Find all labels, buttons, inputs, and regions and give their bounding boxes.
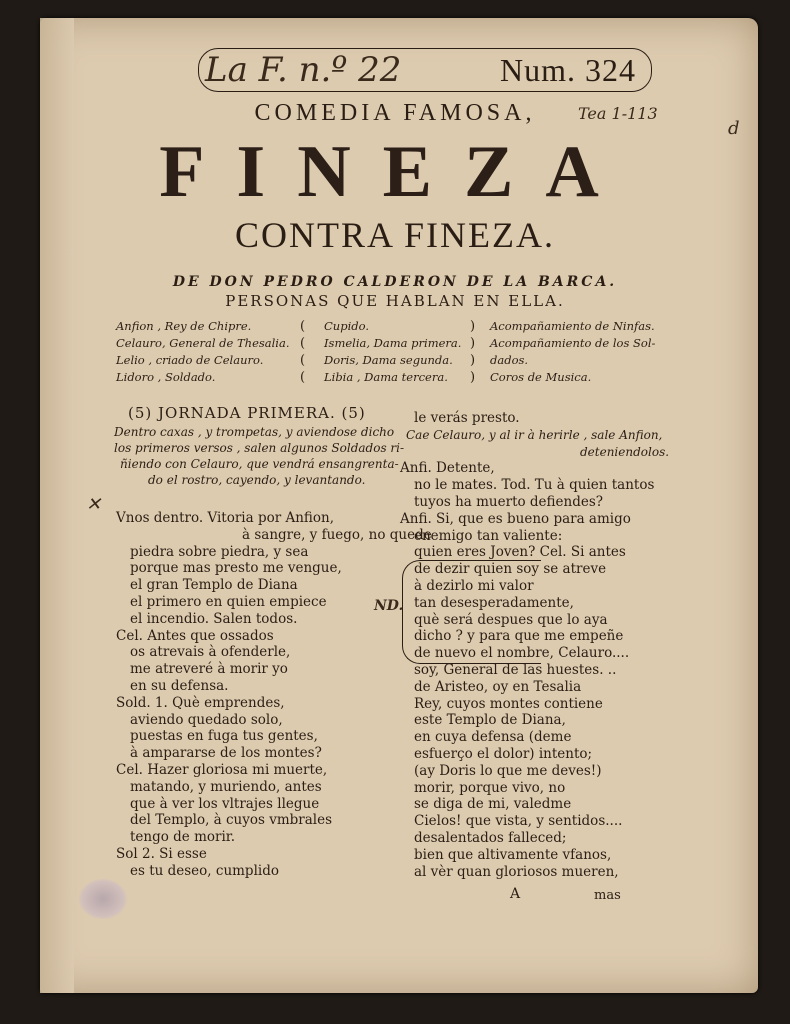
verse-line: al vèr quan gloriosos mueren, <box>414 863 619 880</box>
cast-entry: Anfion , Rey de Chipre. <box>116 319 252 333</box>
verse-line: què será despues que lo aya <box>414 611 608 628</box>
main-title: FINEZA <box>159 131 631 213</box>
verse-line: puestas en fuga tus gentes, <box>130 728 318 745</box>
verse-line: este Templo de Diana, <box>414 712 566 729</box>
stage-line: deteniendolos. <box>580 444 670 459</box>
verse-line: tengo de morir. <box>130 829 236 846</box>
verse-line: piedra sobre piedra, y sea <box>130 543 309 560</box>
verse-line: el gran Templo de Diana <box>130 577 298 594</box>
stage-line: do el rostro, cayendo, y levantando. <box>148 473 366 487</box>
margin-annotation: ND. <box>374 598 404 614</box>
verse-line: Cel. Antes que ossados <box>116 627 274 644</box>
verse-line: Cel. Hazer gloriosa mi muerte, <box>116 761 328 778</box>
verse-line: el incendio. Salen todos. <box>130 610 298 627</box>
verse-line: matando, y muriendo, antes <box>130 778 322 795</box>
cast-brackets-1: ( ( ( ( <box>300 319 306 385</box>
stage-line: Cae Celauro, y al ir à herirle , sale Anfion, <box>406 427 663 442</box>
verse-line: esfuerço el dolor) intento; <box>414 745 593 762</box>
verse-line: morir, porque vivo, no <box>414 779 566 796</box>
verse-line: tuyos ha muerto defiendes? <box>414 493 604 510</box>
cast-entry: Coros de Musica. <box>490 370 592 384</box>
cast-brackets-2: ) ) ) ) <box>470 319 476 385</box>
comedia-heading: COMEDIA FAMOSA, <box>254 100 536 126</box>
verse-line: Cielos! que vista, y sentidos.... <box>414 813 623 830</box>
stage-line: ñiendo con Celauro, que vendrá ensangrenta- <box>120 457 399 471</box>
verse-line: le verás presto. <box>414 410 520 426</box>
verse-line: à dezirlo mi valor <box>414 577 534 594</box>
verse-line: tan desesperadamente, <box>414 594 574 611</box>
verse-line: Sol 2. Si esse <box>116 845 207 862</box>
catchword: mas <box>594 888 621 903</box>
handwritten-bracket <box>402 560 541 664</box>
verse-line: Rey, cuyos montes contiene <box>414 695 603 712</box>
verse-line: Vnos dentro. Vitoria por Anfion, <box>116 510 335 526</box>
personas-heading: PERSONAS QUE HABLAN EN ELLA. <box>225 292 565 310</box>
cast-entry: Acompañamiento de los Sol- <box>490 336 656 350</box>
left-verse-column <box>116 510 432 880</box>
verse-line: Sold. 1. Què emprendes, <box>116 694 285 711</box>
verse-line: bien que altivamente vfanos, <box>414 846 612 863</box>
verse-line: Anfi. Detente, <box>400 460 495 477</box>
library-stamp <box>78 878 128 920</box>
cast-entry: dados. <box>490 353 529 367</box>
cast-entry: Doris, Dama segunda. <box>324 353 453 367</box>
verse-line: Anfi. Si, que es bueno para amigo <box>400 510 631 527</box>
cast-entry: Lidoro , Soldado. <box>116 370 216 384</box>
cast-column-2 <box>324 318 461 386</box>
verse-line: de Aristeo, oy en Tesalia <box>414 678 582 695</box>
handwritten-reference: La F. n.º 22 <box>205 50 402 90</box>
author-line: DE DON PEDRO CALDERON DE LA BARCA. <box>172 274 618 290</box>
verse-line: quien eres Joven? Cel. Si antes <box>414 544 626 561</box>
margin-mark: ✕ <box>86 494 102 515</box>
verse-line: aviendo quedado solo, <box>130 711 283 728</box>
cast-entry: Libia , Dama tercera. <box>324 370 448 384</box>
cast-entry: Ismelia, Dama primera. <box>324 336 462 350</box>
verse-line: en su defensa. <box>130 677 229 694</box>
verse-line: se diga de mi, valedme <box>414 796 572 813</box>
verse-line: à ampararse de los montes? <box>130 745 322 762</box>
verse-line: de nuevo el nombre, Celauro.... <box>414 645 630 662</box>
verse-line: me atreveré à morir yo <box>130 661 288 678</box>
stage-line: Dentro caxas , y trompetas, y aviendose dicho <box>114 425 395 439</box>
subtitle: CONTRA FINEZA. <box>234 215 555 255</box>
verse-line: enemigo tan valiente: <box>414 527 563 544</box>
verse-line: en cuya defensa (deme <box>414 729 572 746</box>
cast-entry: Lelio , criado de Celauro. <box>116 353 264 367</box>
cast-entry: Cupido. <box>324 319 369 333</box>
verse-line: no le mates. Tod. Tu à quien tantos <box>414 477 655 494</box>
verse-line: dicho ? y para que me empeñe <box>414 628 624 645</box>
cast-entry: Acompañamiento de Ninfas. <box>490 319 655 333</box>
verse-line: el primero en quien empiece <box>130 593 327 610</box>
verse-line: del Templo, à cuyos vmbrales <box>130 812 333 829</box>
verse-line: que à ver los vltrajes llegue <box>130 795 320 812</box>
verse-line: soy, General de las huestes. .. <box>414 661 617 678</box>
verse-line: desalentados falleced; <box>414 829 567 846</box>
cast-entry: Celauro, General de Thesalia. <box>116 336 290 350</box>
act-heading: (5) JORNADA PRIMERA. (5) <box>128 404 366 422</box>
verse-line: à sangre, y fuego, no quede <box>242 526 432 543</box>
verse-line: de dezir quien soy se atreve <box>414 561 607 578</box>
stage-line: los primeros versos , salen algunos Soldados ri- <box>114 441 405 455</box>
page-number: Num. 324 <box>500 52 636 88</box>
stage-direction <box>114 424 404 488</box>
cast-column-1 <box>116 318 290 386</box>
verse-line: porque mas presto me vengue, <box>130 560 342 577</box>
signature-mark: A <box>510 886 521 902</box>
margin-note: Tea 1-113 <box>578 104 658 123</box>
margin-letter: d <box>728 118 740 139</box>
verse-line: (ay Doris lo que me deves!) <box>414 762 602 779</box>
cast-column-3 <box>490 318 655 386</box>
verse-line: os atrevais à ofenderle, <box>130 644 291 661</box>
verse-line: es tu deseo, cumplido <box>130 862 279 879</box>
